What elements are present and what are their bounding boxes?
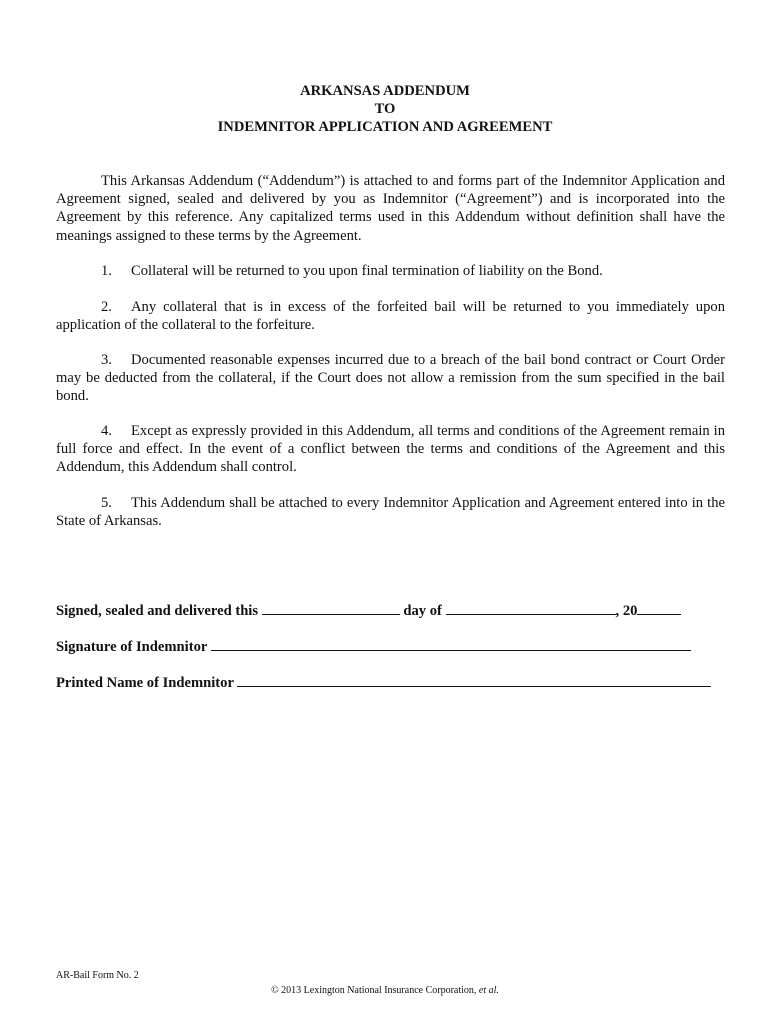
clause-text: Collateral will be returned to you upon final termination of liability on the Bond. [131,263,603,279]
title-line-1: ARKANSAS ADDENDUM [300,83,470,99]
clause-4 [56,422,725,477]
clause-3 [56,351,725,406]
clause-number: 2. [101,299,112,315]
signed-date-line [56,601,681,620]
clause-text: Except as expressly provided in this Addendum, all terms and conditions of the Agreement remain in full force and effect. In the event of a conflict between the terms and conditions of the Agreement and this Addendum, this Addendum shall control. [56,423,725,476]
clause-number: 5. [101,495,112,511]
month-blank[interactable] [446,601,616,615]
printed-name-blank[interactable] [237,673,711,687]
intro-text: This Arkansas Addendum (“Addendum”) is attached to and forms part of the Indemnitor Application and Agreement signed, sealed and delivered by you as Indemnitor (“Agreement”) and is incorporated into the Agreement by this reference. Any capitalized terms used in this Addendum without definition shall have the meanings assigned to these terms by the Agreement. [56,173,725,244]
clause-1 [56,262,725,280]
title-line-2: TO [374,101,396,117]
day-of-label: day of [403,603,442,619]
clause-5 [56,494,725,530]
printed-name-label: Printed Name of Indemnitor [56,675,234,691]
printed-name-line [56,673,711,692]
copyright-suffix: et al. [478,985,499,996]
clause-number: 3. [101,352,112,368]
copyright-text: © 2013 Lexington National Insurance Corporation, [271,985,477,996]
signature-line [56,637,691,656]
signature-blank[interactable] [211,637,691,651]
year-blank[interactable] [637,601,681,615]
day-blank[interactable] [262,601,400,615]
document-title [0,82,770,136]
clause-text: Documented reasonable expenses incurred due to a breach of the bail bond contract or Court Order may be deducted from the collateral, if the Court does not allow a remission from the sum specified in the bail bond. [56,352,725,405]
form-number: AR-Bail Form No. 2 [56,970,139,981]
copyright-notice [0,985,770,997]
clause-number: 1. [101,263,112,279]
intro-paragraph [56,172,725,245]
clause-text: Any collateral that is in excess of the forfeited bail will be returned to you immediately upon application of the collateral to the forfeiture. [56,299,725,334]
clause-number: 4. [101,423,112,439]
clause-2 [56,298,725,334]
signed-label: Signed, sealed and delivered this [56,603,259,619]
year-label: , 20 [615,603,638,619]
title-line-3: INDEMNITOR APPLICATION AND AGREEMENT [217,119,553,135]
clause-text: This Addendum shall be attached to every Indemnitor Application and Agreement entered into in the State of Arkansas. [56,495,725,530]
signature-label: Signature of Indemnitor [56,639,208,655]
